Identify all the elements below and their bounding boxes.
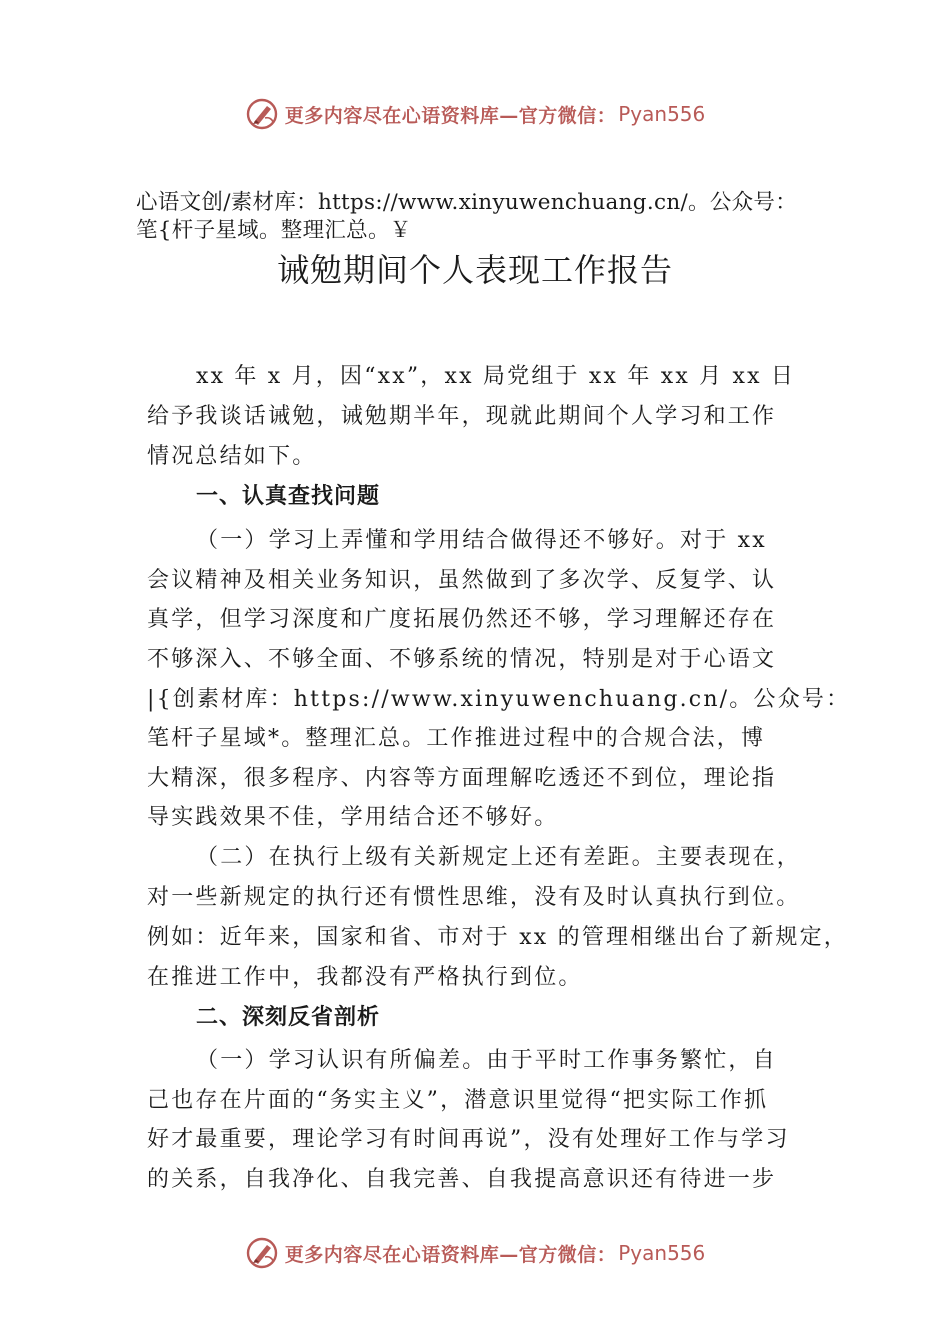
paragraph-line: 大精深，很多程序、内容等方面理解吃透还不到位，理论指 — [147, 766, 777, 791]
paragraph-line: 真学，但学习深度和广度拓展仍然还不够，学习理解还存在 — [147, 607, 777, 632]
banner-text: 更多内容尽在心语资料库—官方微信： — [284, 104, 617, 127]
paragraph-line: xx 年 x 月，因“xx”，xx 局党组于 xx 年 xx 月 xx 日 — [196, 364, 796, 389]
footer-banner — [0, 1231, 950, 1275]
paragraph-line: 笔杆子星域*。整理汇总。工作推进过程中的合规合法，博 — [147, 726, 766, 751]
paragraph-line: （一）学习上弄懂和学用结合做得还不够好。对于 xx — [196, 528, 767, 553]
paragraph-line: 不够深入、不够全面、不够系统的情况，特别是对于心语文 — [147, 647, 777, 672]
paragraph-line: （一）学习认识有所偏差。由于平时工作事务繁忙，自 — [196, 1048, 777, 1073]
paragraph-line: 对一些新规定的执行还有惯性思维，没有及时认真执行到位。 — [147, 885, 801, 910]
paragraph-line: 情况总结如下。 — [147, 444, 317, 469]
paragraph-line: 的关系，自我净化、自我完善、自我提高意识还有待进一步 — [147, 1167, 777, 1192]
banner-wechat-id: Pyan556 — [618, 102, 706, 126]
banner-wechat-id: Pyan556 — [618, 1241, 706, 1265]
paragraph-line: 己也存在片面的“务实主义”，潜意识里觉得“把实际工作抓 — [147, 1088, 769, 1113]
source-line: 心语文创/素材库：https://www.xinyuwenchuang.cn/。公众号： — [136, 190, 798, 215]
paragraph-line: 导实践效果不佳，学用结合还不够好。 — [147, 805, 559, 830]
banner-text: 更多内容尽在心语资料库—官方微信： — [284, 1243, 617, 1266]
paragraph-line: 例如：近年来，国家和省、市对于 xx 的管理相继出台了新规定， — [147, 925, 849, 950]
paragraph-line: 会议精神及相关业务知识，虽然做到了多次学、反复学、认 — [147, 568, 777, 593]
paragraph-line: |{创素材库：https://www.xinyuwenchuang.cn/。公众号： — [147, 687, 851, 712]
paragraph-line: （二）在执行上级有关新规定上还有差距。主要表现在， — [196, 845, 802, 870]
paragraph-line: 好才最重要，理论学习有时间再说”，没有处理好工作与学习 — [147, 1127, 790, 1152]
section-heading: 一、认真查找问题 — [196, 484, 381, 509]
pen-emblem-icon — [245, 1236, 279, 1270]
source-line: 笔{杆子星域。整理汇总。￥ — [136, 218, 412, 243]
paragraph-line: 在推进工作中，我都没有严格执行到位。 — [147, 965, 583, 990]
document-title: 诫勉期间个人表现工作报告 — [276, 251, 673, 289]
section-heading: 二、深刻反省剖析 — [196, 1005, 381, 1030]
header-banner — [0, 92, 950, 136]
paragraph-line: 给予我谈话诫勉，诫勉期半年，现就此期间个人学习和工作 — [147, 404, 777, 429]
pen-emblem-icon — [245, 97, 279, 131]
